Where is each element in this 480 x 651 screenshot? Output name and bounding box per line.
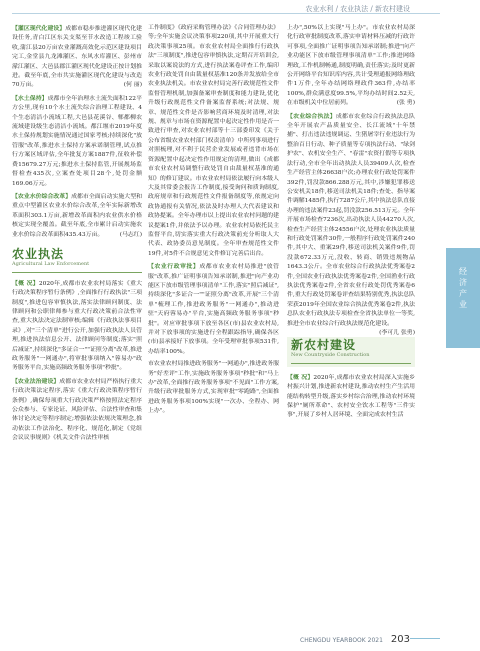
tag-overview: 【概 况】: [12, 279, 39, 287]
page-number: 203: [390, 634, 410, 645]
tag-rule-of-law: 【农业法治建设】: [12, 377, 60, 385]
section-title-zh: 农业执法: [12, 246, 65, 261]
section-title-new-countryside: [287, 337, 415, 367]
side-chapter-label: 经济产业: [459, 267, 467, 309]
text-rule-of-law: 成都市农业农村局严格执行重大行政决策法定程序,落实《重大行政决策程序暂行条例》,确保每项重大行政决策严格按照法定程序公众参与、专家论证、风险评估、合法性审查和集体讨论决定等程序制定;增强依法依规决策理念,推动依法工作法治化、程序化、规范化,制定《党组会议议事规则》《机关文件合法性审核: [12, 378, 143, 442]
text-water-price: 成都市全面启动实施大型和重点中型灌区农业水价综合改革,全年实际新增改革面积303.1万亩,新增改革面积内农业供水价格核定实现全覆盖。截至年底,全市累计启动实施农业水价综合改革面积435.43万亩。: [12, 193, 143, 238]
author-water-price: (马志红): [119, 231, 142, 238]
tag-countryside-overview: 【概 况】: [287, 373, 314, 381]
paragraph-rule-of-law: [12, 377, 142, 444]
author-comprehensive-enforcement: (李可儿 张勇): [379, 330, 415, 336]
author-continued-3: (张 勇): [396, 100, 415, 107]
paragraph-continued: [148, 24, 279, 259]
paragraph-soil-water: [12, 94, 142, 189]
author-irrigation: (何 丽): [123, 82, 142, 89]
section-title-en-2: New Countryside Construction: [291, 351, 411, 363]
footer-journal: CHENGDU YEARBOOK 2021: [300, 637, 383, 644]
text-irrigation: 成都市稳步推进灌区现代化建设任务,青白江区东关支渠至节水改造工程竣工验收,蒲江县20万亩农业灌溉高效化示范区建设项目完工,金堂县九龙滩灌区、东风水库灌区、彭州市濛江灌区、大邑县郡江灌区现代化建设正按计划推进。截至年底,全市共实施灌区现代化建设与改造70万亩。: [12, 26, 143, 89]
column-2: [148, 24, 279, 420]
header-rule: [12, 13, 440, 14]
tag-comprehensive-enforcement: 【农业综合执法】: [287, 112, 336, 120]
page-footer: [300, 634, 410, 645]
paragraph-admin-approval: [148, 262, 279, 357]
paragraph-online-service: [148, 360, 279, 416]
text-continued-3: 上办",50%以上实现"马上办"。市农业农村局深化行政审批制度改革,落实申请材料压减的行政许可事项,全面推广证明事项告知承诺制;推进"向产业功能区下放市级管理事项清单"工作;推进网络理政,工作机制畅通,制度明确,责任落实;及时更新公开网络平台知识库内容,共计受理通报网络理政件1万件,全年办结网络理政件363件,办结率100%,群众满意度99.5%,平均办结时间2.52天,在市级机关中位居前列。: [287, 25, 415, 107]
section-title-en: Agricultural Law Enforcement: [12, 260, 142, 272]
tag-water-price: 【农业水价综合改革】: [12, 192, 72, 200]
text-soil-water: 成都市全年治理水土流失面积122平方公里,现有10个水土流失综合治理工程建设、4个生态清洁小流域工程,大邑县花溪谷、郫都柳农流域建设级生态清洁小流域。都江堰市2019年度水土保持规划实施情况通过国家考核;持续深化"放管服"改革,推进水土保持方案承诺制管理,试点推行方案区域评估,全年批复方案1887件,征收补偿费15679.27万元;推进水土保持监管,开展规场监督检查435次,立案查处项目28个,处罚金额169.06万元。: [12, 95, 142, 187]
text-admin-approval: 成都市农业农村局推进"放管服"改革,推广证明事项告知承诺制,推进"向产业功能区下放市级管理事项清单"工作,落实"照后减证",持续深化"多证合一""证照分离"改革,开展"三个清单"梳理工作,推进政务服务"一网通办",推动进驻"天府蓉易办"平台,实施高频政务服务事项"秒批"。对应审批事项下放至各区(市)县农业农村局,并对下放事项的实施进行全程跟踪指导,确保各区(市)县承接好下放事项。全年受理审批事项531件,办结率100%。: [148, 264, 279, 355]
tag-soil-water: 【水土保持】: [12, 94, 48, 102]
text-continued: 工作制度》《政府采购管理办法》《合同管理办法》等;全年实施会议决策事项220项,其中开展重大行政决策事项25项。市农业农村局全面推行行政执法"三项制度",推进包容审慎执法,定期召开培训会,采取以案说法的方式,进行执法案卷评查工作,编印农业行政处罚自由裁量权基准120条并发放给全市农业执法机关。市农业农村局完善行政规范性文件监督管理机制,加强备案审查制度和能力建设,优化升级行政规范性文件备案监督系统;对法规、规章、规范性文件是否影响营商环境及时清理,对法规、规章与市场在资源配置中起决定性作用是否一致进行审查,对农业农村部等十三部委印发《关于公布省级农业农村部门权责清单》中所列事项进行对照梳理,对不利于民营企业发展或者违背市场在资源配置中起决定性作用规定的清理,做出《成都市农业农村局调整行政处罚自由裁量权基准的通知》的修订建议。市农业农村局依法履行向本级人大及其常委会报告工作制度,接受询问和质询制度,政府规章和行政规范性文件报备制度等,依规定向政协通报有关情况,依法及时办理人大代表建议和政协提案。全年办理市以上提出农业农村问题的建议提案1件,并依法予以办理。农业农村局依托民主监督平台,切实落实重大行政决策前充分听取人大代表、政协委员意见制度。全年审查规范性文件19件,对5件不合规意见文件修订完善后出台。: [148, 25, 279, 257]
side-chapter-tab: [446, 248, 480, 348]
paragraph-overview: [12, 279, 142, 374]
paragraph-countryside-overview: [287, 373, 415, 421]
text-overview: 2020年,成都市农业农村局落实《重大行政决策程序暂行条例》,全面推行行政执法"三项制度",推进包容审慎执法,落实法律顾问制度、法律顾问和公职律师参与重大行政决策前合法性审查,重大执法决定法制审核;编辑《行政执法事项目录》,对"三个清单"进行公开,加强行政执法人员管理,推进执法信息公开、法律顾问等制度;落实"照后减证",持续深化"多证合一""证照分离"改革,推进政务服务"一网通办",将审批事项纳入"蓉易办"政务服务平台,实施高频政务服务事项"秒批"。: [12, 280, 142, 372]
column-3: [287, 24, 415, 424]
footer-rule: [410, 638, 440, 639]
text-comprehensive-enforcement: 成都市农业综合行政执法总队全年开展农产品质量安全、长江流域"十年禁捕"、打击违法违规调运、生猪屠宰行业违法行为整治百日行动、种子质量等专项执法行动、"绿剑护农"、农机安全生产、"春雷"农资打假等专项执法行动,全市全年出动执法人员39409人次,检查生产经营主体26638户次;办理农业行政处罚案件392件,罚没款866.288万元,其中,涉嫌犯罪移送公安机关18件,移送司法机关18件;查处、指导案件调解1485件,执行7287公斤,其中执法总队直接办理的违法案件23起,罚没款256.513万元。全年开展市场检查7236次,出动执法人员44270人次,检查生产经营主体24556户次,处理农业执法质量和行政处罚案件30件,一般程序行政处罚案件240件,其中大、重案29件,移送司法机关案件9件,罚没款672.33万元,没收、转商、销毁违规物品1643.3公斤。全市农业综合行政执法优秀案卷2件,全国农业行政执法优秀案卷2件,全国渔业行政执法优秀案卷2件,全省农业行政处罚优秀案卷6件,重大行政处罚案卷评查结果特别优秀,执法总队荣获2019年全国农业综合执法优秀案卷2件,执法总队农业行政执法专项检查全省执法单位一等奖,推进全市农业综合行政执法规范化建设。: [287, 113, 415, 327]
paragraph-comprehensive-enforcement: [287, 112, 415, 336]
page-header-breadcrumb: 农业水利 / 农业执法 / 新农村建设: [305, 5, 410, 13]
paragraph-water-price: [12, 192, 142, 240]
column-1: [12, 24, 142, 447]
tag-admin-approval: 【农业行政审批】: [148, 263, 200, 271]
paragraph-continued-3: [287, 24, 415, 109]
paragraph-irrigation: [12, 24, 142, 91]
tag-irrigation: 【灌区现代化建设】: [12, 25, 66, 32]
section-title-zh-2: 新农村建设: [291, 338, 357, 352]
text-countryside-overview: 2020年,成都市农业农村局深入实施乡村振兴计划,推进新农村建设,推动农村生产生活用能结构转型升级,落实乡村综合治理,推动农村环境保护"厕所革命"、农村安全饮水工程等"三件实事",开展了乡村人居环境、全面完成农村生活: [287, 374, 415, 419]
text-online-service: 市农业农村局推进政务服务"一网通办",推进政务服务"好差评"工作,实施政务服务事项"秒批"和"马上办"改革,全面推行政务服务事项"不见面"工作方案,升级行政审批服务方式,实现审批"零跑路",全面推进政务服务事项100%实现"一次办、全程办、网上办"。: [148, 361, 279, 415]
section-title-law-enforcement: [12, 246, 142, 273]
